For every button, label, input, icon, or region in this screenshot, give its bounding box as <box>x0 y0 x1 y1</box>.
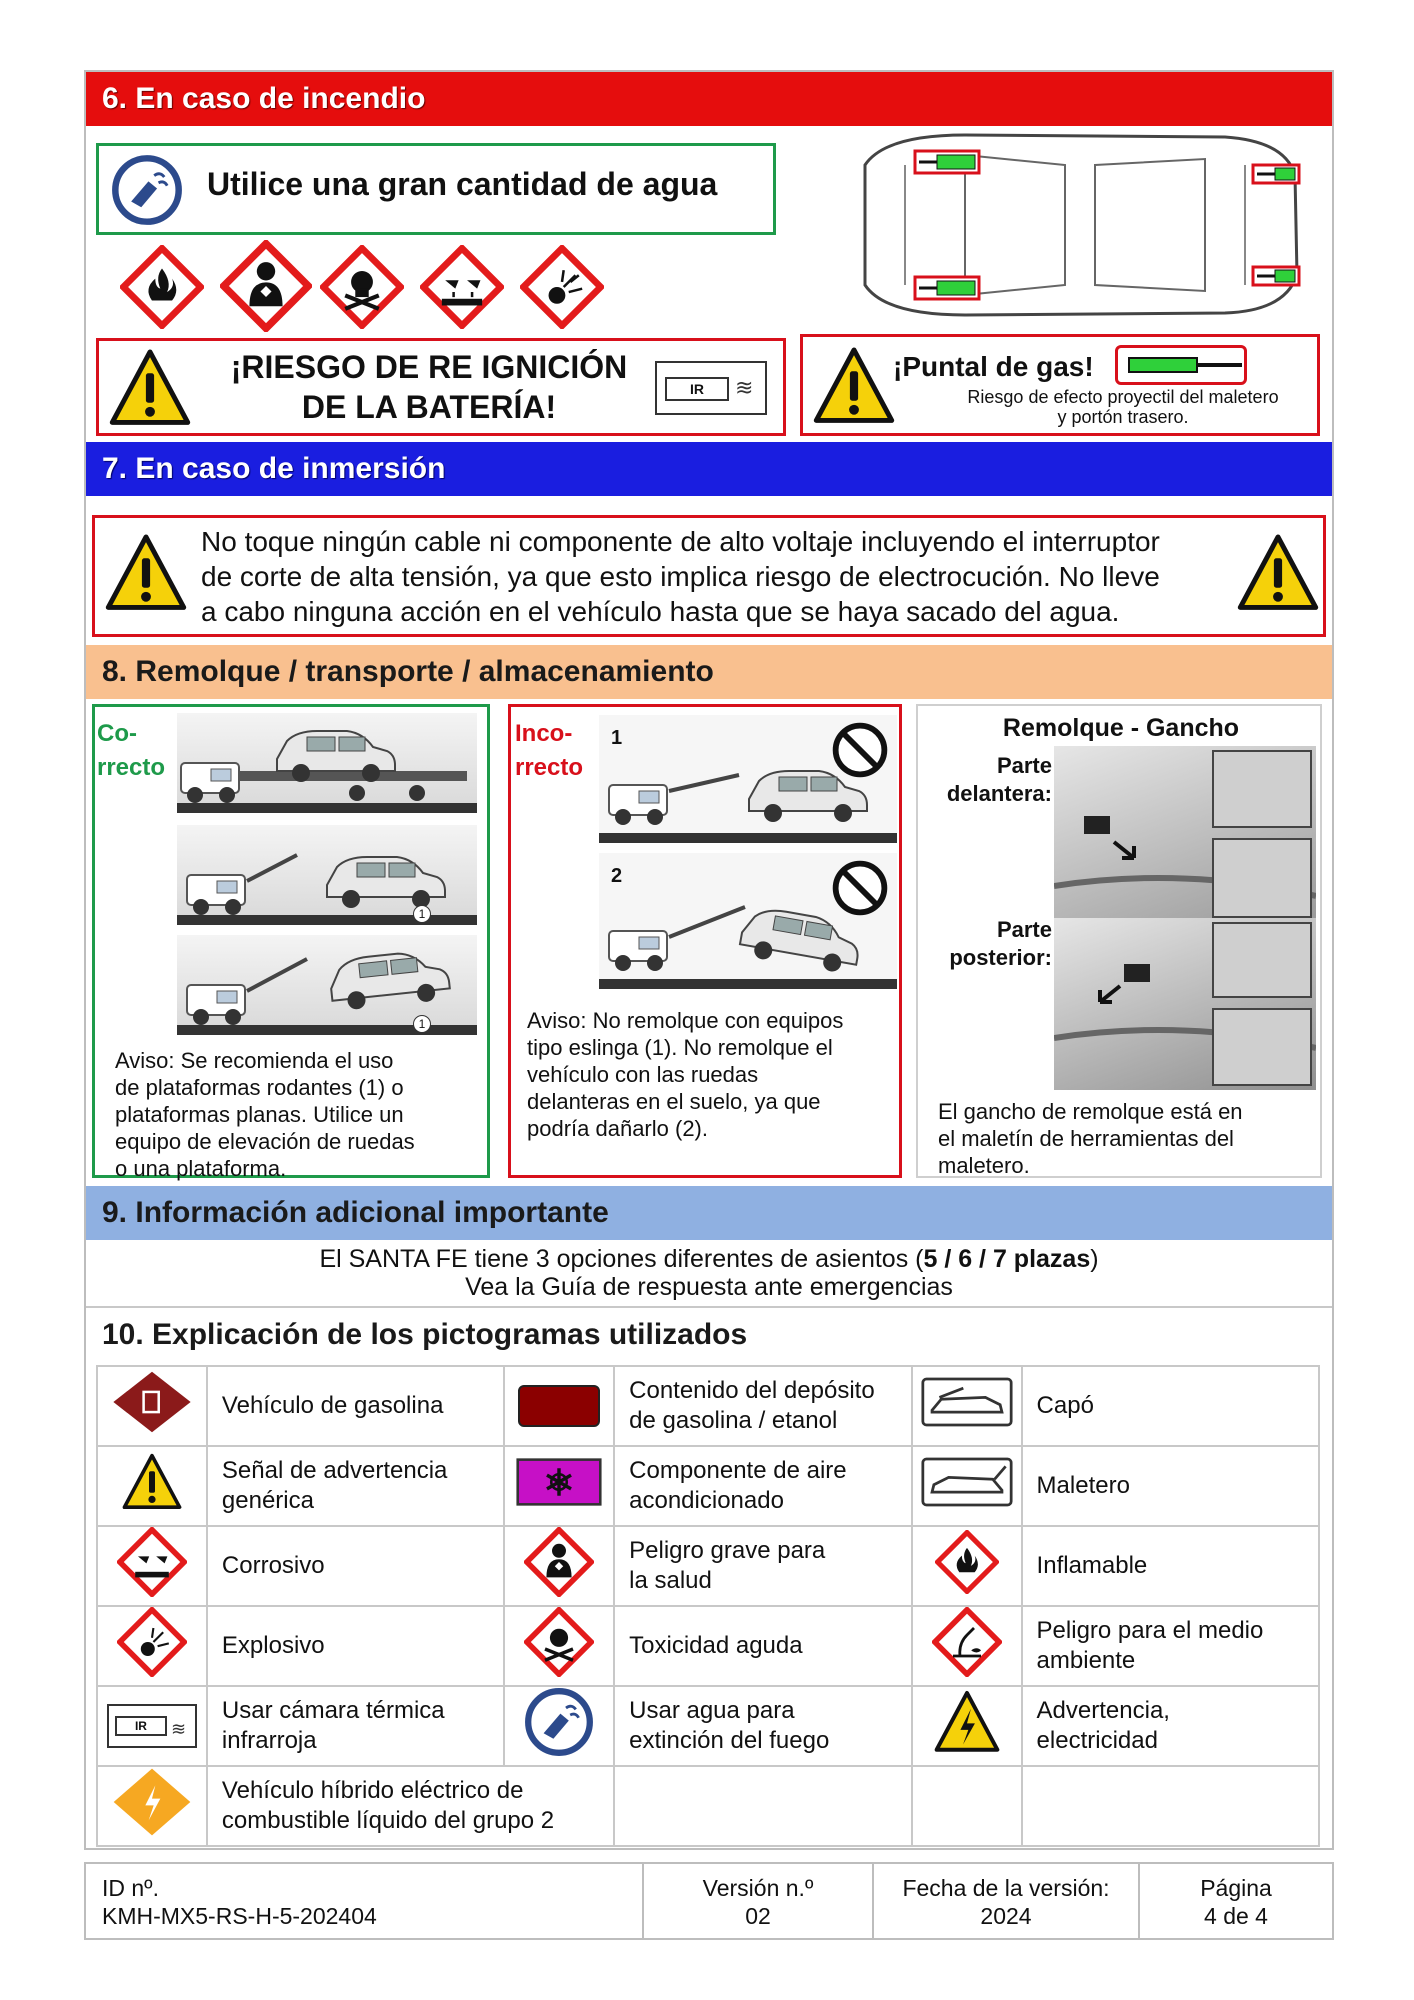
wheel-dolly-rear-image <box>177 935 477 1035</box>
date-value: 2024 <box>980 1903 1032 1929</box>
battery-warning-line2: DE LA BATERÍA! <box>301 389 557 425</box>
general-warning-icon <box>120 1452 184 1512</box>
correct-note-line: o una plataforma. <box>115 1156 287 1181</box>
warning-icon <box>1235 532 1321 614</box>
hybrid-vehicle-icon <box>110 1767 194 1837</box>
section-8-header: 8. Remolque / transporte / almacenamiento <box>86 645 1332 699</box>
version-value: 02 <box>745 1903 771 1929</box>
heat-wave-icon: ≋ <box>170 1719 187 1739</box>
warning-icon <box>107 347 193 429</box>
seating-text-end: ) <box>1090 1245 1099 1273</box>
ir-camera-label: IR <box>665 377 729 401</box>
footer-version <box>642 1862 874 1940</box>
water-extinguish-icon <box>111 154 183 226</box>
sling-towing-image <box>599 715 897 843</box>
pictogram-label: Contenido del depósito de gasolina / etanol <box>614 1366 911 1446</box>
electricity-warning-icon <box>932 1689 1002 1755</box>
ir-label: IR <box>115 1716 167 1736</box>
correct-note-line: de plataformas rodantes (1) o <box>115 1075 404 1100</box>
table-row <box>97 1766 1319 1846</box>
hook-note-line: el maletín de herramientas del <box>938 1126 1234 1151</box>
front-label-1: Parte <box>996 753 1052 778</box>
table-row <box>97 1446 1319 1526</box>
footer-date <box>872 1862 1140 1940</box>
toxic-icon <box>320 245 404 329</box>
table-row <box>97 1526 1319 1606</box>
step-number: 1 <box>611 727 623 749</box>
acute-toxicity-icon <box>524 1607 594 1677</box>
seating-text: El SANTA FE tiene 3 opciones diferentes de asientos ( <box>319 1245 924 1273</box>
dolly-marker: 1 <box>413 1015 431 1033</box>
incorrect-note-line: podría dañarlo (2). <box>527 1116 708 1141</box>
correct-note-line: Aviso: Se recomienda el uso <box>115 1048 394 1073</box>
flammable-icon <box>935 1530 999 1594</box>
health-hazard-icon <box>524 1527 594 1597</box>
section-6-header: 6. En caso de incendio <box>86 72 1332 126</box>
immersion-warning-box <box>92 515 1326 637</box>
environmental-hazard-icon <box>932 1607 1002 1677</box>
id-value: KMH-MX5-RS-H-5-202404 <box>102 1903 377 1929</box>
rear-label-2: posterior: <box>949 945 1052 970</box>
ir-camera-icon <box>655 361 767 415</box>
step-number: 2 <box>611 865 623 887</box>
corrosive-icon <box>420 245 504 329</box>
wheel-dolly-front-image <box>177 825 477 925</box>
front-label-2: delantera: <box>946 781 1052 806</box>
table-row <box>97 1366 1319 1446</box>
seating-options-line <box>86 1245 1332 1273</box>
id-label: ID nº. <box>102 1875 159 1901</box>
explosive-icon <box>520 245 604 329</box>
incorrect-note-line: tipo eslinga (1). No remolque el <box>527 1035 833 1060</box>
hook-note-line: maletero. <box>938 1153 1030 1178</box>
tow-hook-panel <box>916 704 1322 1178</box>
rear-hook-image <box>1054 918 1316 1090</box>
pictogram-label: Peligro grave para la salud <box>614 1526 911 1606</box>
pictogram-label: Vehículo de gasolina <box>207 1366 504 1446</box>
incorrect-label-1: Inco- <box>515 720 573 747</box>
incorrect-label-2: rrecto <box>515 754 584 781</box>
section-7-header: 7. En caso de inmersión <box>86 442 1332 496</box>
immersion-line3: a cabo ninguna acción en el vehículo hasta que se haya sacado del agua. <box>201 596 1120 627</box>
fuel-tank-icon <box>518 1385 600 1427</box>
pictogram-label: Corrosivo <box>207 1526 504 1606</box>
footer-page <box>1138 1862 1334 1940</box>
pictogram-label: Peligro para el medio ambiente <box>1022 1606 1319 1686</box>
section-10-header: 10. Explicación de los pictogramas utilizados <box>86 1308 1332 1362</box>
gas-strut-line2: y portón trasero. <box>1057 407 1189 427</box>
pictogram-table <box>96 1365 1320 1847</box>
corrosive-icon <box>117 1527 187 1597</box>
flammable-icon <box>120 245 204 329</box>
vehicle-top-view-diagram <box>845 125 1305 325</box>
incorrect-note-line: Aviso: No remolque con equipos <box>527 1008 844 1033</box>
pictogram-label: Maletero <box>1022 1446 1319 1526</box>
date-label: Fecha de la versión: <box>902 1875 1110 1901</box>
hook-note-line: El gancho de remolque está en <box>938 1099 1243 1124</box>
seating-count: 5 / 6 / 7 plazas <box>923 1245 1091 1273</box>
dolly-marker: 1 <box>413 905 431 923</box>
gas-strut-icon <box>1115 345 1247 385</box>
incorrect-note-line: vehículo con las ruedas <box>527 1062 759 1087</box>
pictogram-label: Advertencia, electricidad <box>1022 1686 1319 1766</box>
health-hazard-icon <box>220 240 312 332</box>
pictogram-label: Componente de aire acondicionado <box>614 1446 911 1526</box>
page-value: 4 de 4 <box>1204 1903 1268 1929</box>
front-hook-image <box>1054 746 1316 922</box>
correct-note-line: plataformas planas. Utilice un <box>115 1102 404 1127</box>
warning-icon <box>811 345 897 427</box>
battery-warning-line1: ¡RIESGO DE RE IGNICIÓN <box>230 349 628 385</box>
trunk-icon <box>921 1457 1013 1507</box>
section-9-header: 9. Información adicional importante <box>86 1186 1332 1240</box>
tow-hook-title: Remolque - Gancho <box>1002 714 1240 742</box>
emergency-guide-line: Vea la Guía de respuesta ante emergencias <box>465 1273 953 1301</box>
warning-icon <box>103 532 189 614</box>
gas-strut-line1: Riesgo de efecto proyectil del maletero <box>967 387 1279 407</box>
explosive-icon <box>117 1607 187 1677</box>
water-text: Utilice una gran cantidad de agua <box>207 166 718 202</box>
immersion-line1: No toque ningún cable ni componente de alto voltaje incluyendo el interruptor <box>201 526 1160 557</box>
page-label: Página <box>1200 1875 1272 1901</box>
water-extinguish-icon <box>524 1687 594 1757</box>
water-box <box>96 143 776 235</box>
flatbed-image <box>177 713 477 813</box>
correct-label-2: rrecto <box>97 754 166 781</box>
table-row <box>97 1686 1319 1766</box>
prohibited-icon <box>831 859 889 917</box>
pictogram-label: Inflamable <box>1022 1526 1319 1606</box>
pictogram-label: Usar cámara térmica infrarroja <box>207 1686 504 1766</box>
pictogram-label: Toxicidad aguda <box>614 1606 911 1686</box>
table-row <box>97 1606 1319 1686</box>
battery-reignition-box <box>96 338 786 436</box>
pictogram-label: Capó <box>1022 1366 1319 1446</box>
front-wheels-ground-image <box>599 853 897 989</box>
pictogram-label: Señal de advertencia genérica <box>207 1446 504 1526</box>
hood-icon <box>921 1377 1013 1427</box>
pictogram-label: Usar agua para extinción del fuego <box>614 1686 911 1766</box>
heat-wave-icon: ≋ <box>735 375 754 400</box>
pictogram-label: Explosivo <box>207 1606 504 1686</box>
correct-note-line: equipo de elevación de ruedas <box>115 1129 415 1154</box>
footer-id <box>84 1862 644 1940</box>
version-label: Versión n.º <box>702 1875 814 1901</box>
immersion-line2: de corte de alta tensión, ya que esto implica riesgo de electrocución. No lleve <box>201 561 1160 592</box>
rear-label-1: Parte <box>996 917 1052 942</box>
gas-strut-title: ¡Puntal de gas! <box>893 351 1094 382</box>
gas-strut-box <box>800 334 1320 436</box>
prohibited-icon <box>831 721 889 779</box>
air-conditioning-icon <box>516 1457 602 1507</box>
pictogram-label: Vehículo híbrido eléctrico de combustible líquido del grupo 2 <box>207 1766 614 1846</box>
incorrect-note-line: delanteras en el suelo, ya que <box>527 1089 821 1114</box>
thermal-camera-icon <box>107 1704 197 1748</box>
correct-towing-panel <box>92 704 490 1181</box>
incorrect-towing-panel <box>508 704 902 1178</box>
gasoline-vehicle-icon <box>110 1370 194 1434</box>
correct-label-1: Co- <box>97 720 137 747</box>
